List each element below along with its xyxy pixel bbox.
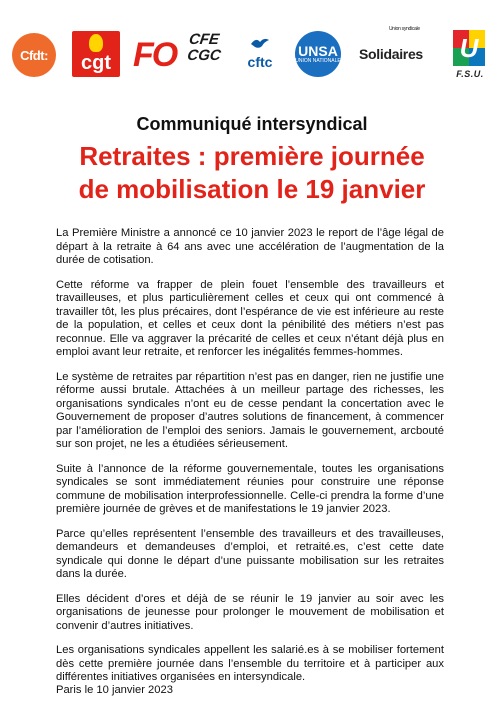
fsu-mark-letter: U xyxy=(459,33,479,63)
cfe-cgc-logo xyxy=(183,32,225,78)
flame-icon xyxy=(89,34,103,52)
cfe-logo-text: CFE xyxy=(187,31,221,48)
fsu-mark-icon xyxy=(453,30,485,66)
paragraph: Cette réforme va frapper de plein fouet l’ensemble des travailleurs et travailleuses, et plus particulièrement celles et ceux qui ont commencé à travailler tôt, les plus précaires, dont l’espérance de vie est inférieure au reste de la population, et celles et ceux dont la pénibilité des métiers n’est pas reconnue. Elle va aggraver la précarité de celles et ceux n’étant déjà plus en emploi avant leur retraite, et renforcer les inégalités femmes-hommes. xyxy=(56,278,444,358)
paragraph: Les organisations syndicales appellent les salarié.es à se mobiliser fortement dès cette première journée dans l’ensemble du territoire et à participer aux différentes initiatives organisées en intersyndicale. xyxy=(56,644,444,683)
unsa-logo-subtext: UNION NATIONALE xyxy=(295,58,341,64)
document-body xyxy=(56,227,444,696)
solidaires-logo-text: Solidaires xyxy=(359,46,423,62)
document-kicker: Communiqué intersyndical xyxy=(136,114,368,134)
fo-logo-text: FO xyxy=(133,36,177,74)
solidaires-logo xyxy=(359,26,433,74)
fsu-logo xyxy=(447,30,491,82)
title-line-1: Retraites : première journée xyxy=(79,141,425,171)
fo-logo xyxy=(133,32,177,78)
cfdt-logo xyxy=(12,33,56,77)
cgt-logo xyxy=(72,31,120,77)
paragraph: Parce qu’elles représentent l’ensemble des travailleurs et des travailleuses, demandeurs et demandeuses d’emploi, et retraité.es, c’est cette date syndicale qui donne le départ d’une puissante mobilisation sur les retraites dans la durée. xyxy=(56,527,444,580)
union-logos-row xyxy=(0,26,504,80)
cftc-logo xyxy=(240,36,280,76)
cgt-logo-text: cgt xyxy=(81,52,111,74)
paragraph: Le système de retraites par répartition n’est pas en danger, rien ne justifie une réforme aussi brutale. Attachées à un meilleur partage des richesses, les organisations syndicales n’ont eu de cesse pendant la concertation avec le Gouvernement de proposer d’autres solutions de financement, à commencer par l’amélioration de l’emploi des seniors. Jamais le gouvernement, arcbouté sur son projet, ne les a étudiées sérieusement. xyxy=(56,370,444,450)
paragraph: Elles décident d’ores et déjà de se réunir le 19 janvier au soir avec les organisations de jeunesse pour prolonger le mouvement de mobilisation et convenir d’autres initiatives. xyxy=(56,592,444,632)
unsa-logo-text: UNSA xyxy=(298,43,338,59)
title-line-2: de mobilisation le 19 janvier xyxy=(78,174,426,204)
fsu-logo-text: F.S.U. xyxy=(456,69,484,79)
paragraph: La Première Ministre a annoncé ce 10 janvier 2023 le report de l’âge légal de départ à la retraite à 64 ans avec une accélération de l’augmentation de la durée de cotisation. xyxy=(56,227,444,266)
paragraph: Suite à l’annonce de la réforme gouvernementale, toutes les organisations syndicales se sont immédiatement réunies pour construire une réponse commune de mobilisation interprofessionnelle. Celle-ci prendra la forme d’une première journée de grèves et de manifestations le 19 janvier 2023. xyxy=(56,462,444,515)
bird-icon xyxy=(240,36,280,54)
signature-line: Paris le 10 janvier 2023 xyxy=(56,684,173,696)
document-title xyxy=(0,140,504,206)
cgc-logo-text: CGC xyxy=(186,47,222,64)
cfdt-logo-text: Cfdt: xyxy=(20,47,48,63)
cftc-logo-text: cftc xyxy=(247,54,273,70)
solidaires-logo-subtext: Union syndicale xyxy=(389,26,420,32)
unsa-logo xyxy=(295,31,341,77)
